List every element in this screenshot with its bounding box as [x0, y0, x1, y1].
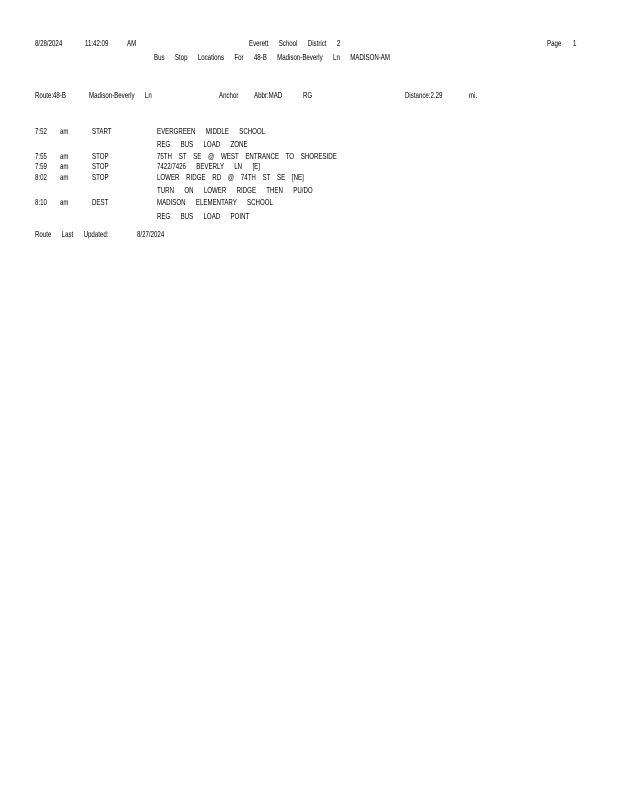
stop-time: 7:59	[35, 161, 47, 171]
route-distance-unit: mi.	[469, 90, 478, 100]
stop-location: 75TH ST SE @ WEST ENTRANCE TO SHORESIDE	[157, 151, 337, 161]
page-label: Page	[547, 38, 562, 48]
stop-ampm: am	[60, 126, 69, 136]
stop-time: 7:52	[35, 126, 47, 136]
report-subtitle: Bus Stop Locations For 48-B Madison-Beverly Ln MADISON-AM	[154, 52, 390, 62]
stop-ampm: am	[60, 161, 69, 171]
report-ampm: AM	[127, 38, 137, 48]
stop-time: 8:02	[35, 172, 47, 182]
stop-location-note: TURN ON LOWER RIDGE THEN PU/DO	[157, 185, 313, 195]
stop-ampm: am	[60, 151, 69, 161]
stop-time: 7:55	[35, 151, 47, 161]
stop-ampm: am	[60, 197, 69, 207]
last-updated-label: Route Last Updated:	[35, 229, 109, 239]
route-abbr: Abbr:MAD	[254, 90, 283, 100]
stop-type: STOP	[92, 172, 109, 182]
route-rg: RG	[303, 90, 313, 100]
stop-type: STOP	[92, 151, 109, 161]
report-time: 11:42:09	[85, 38, 109, 48]
stop-time: 8:10	[35, 197, 47, 207]
route-anchor: Anchor	[219, 90, 239, 100]
page-number: 1	[573, 38, 577, 48]
stop-type: START	[92, 126, 112, 136]
stop-location-note: REG BUS LOAD POINT	[157, 211, 250, 221]
stop-location-note: REG BUS LOAD ZONE	[157, 139, 248, 149]
route-id: Route:48-B	[35, 90, 66, 100]
stop-ampm: am	[60, 172, 69, 182]
stop-type: DEST	[92, 197, 109, 207]
stop-location: MADISON ELEMENTARY SCHOOL	[157, 197, 273, 207]
last-updated-date: 8/27/2024	[137, 229, 165, 239]
stop-location: 7422/7426 BEVERLY LN [E]	[157, 161, 260, 171]
route-name: Madison-Beverly Ln	[89, 90, 152, 100]
district-name: Everett School District 2	[249, 38, 341, 48]
stop-type: STOP	[92, 161, 109, 171]
stop-location: EVERGREEN MIDDLE SCHOOL	[157, 126, 266, 136]
stop-location: LOWER RIDGE RD @ 74TH ST SE [NE]	[157, 172, 304, 182]
route-distance: Distance:2.29	[405, 90, 443, 100]
report-date: 8/28/2024	[35, 38, 63, 48]
